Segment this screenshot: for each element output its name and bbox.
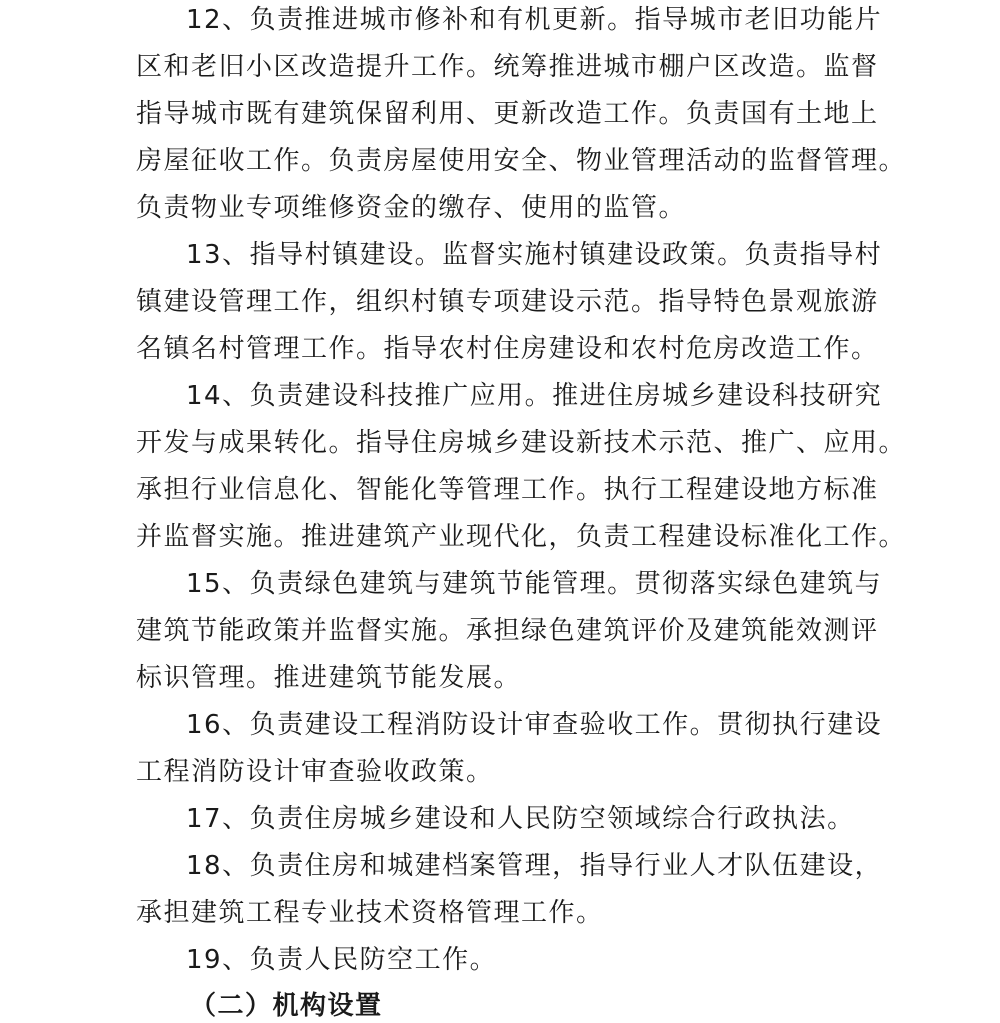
section-heading: （二）机构设置	[190, 991, 383, 1021]
text-line: 17、负责住房城乡建设和人民防空领域综合行政执法。	[186, 804, 855, 834]
text-line: 18、负责住房和城建档案管理，指导行业人才队伍建设，	[186, 851, 883, 881]
text-line: 13、指导村镇建设。监督实施村镇建设政策。负责指导村	[186, 240, 883, 270]
text-line: 14、负责建设科技推广应用。推进住房城乡建设科技研究	[186, 381, 883, 411]
text-line: 区和老旧小区改造提升工作。统筹推进城市棚户区改造。监督	[136, 52, 879, 82]
text-line: 并监督实施。推进建筑产业现代化，负责工程建设标准化工作。	[136, 522, 907, 552]
text-line: 标识管理。推进建筑节能发展。	[136, 663, 522, 693]
text-line: 15、负责绿色建筑与建筑节能管理。贯彻落实绿色建筑与	[186, 569, 883, 599]
text-line: 房屋征收工作。负责房屋使用安全、物业管理活动的监督管理。	[136, 146, 907, 176]
text-line: 建筑节能政策并监督实施。承担绿色建筑评价及建筑能效测评	[136, 616, 879, 646]
text-line: 名镇名村管理工作。指导农村住房建设和农村危房改造工作。	[136, 334, 879, 364]
text-line: 承担建筑工程专业技术资格管理工作。	[136, 898, 604, 928]
text-line: 12、负责推进城市修补和有机更新。指导城市老旧功能片	[186, 5, 883, 35]
text-line: 19、负责人民防空工作。	[186, 945, 498, 975]
text-line: 工程消防设计审查验收政策。	[136, 757, 494, 787]
text-line: 16、负责建设工程消防设计审查验收工作。贯彻执行建设	[186, 710, 883, 740]
text-line: 承担行业信息化、智能化等管理工作。执行工程建设地方标准	[136, 475, 879, 505]
text-line: 负责物业专项维修资金的缴存、使用的监管。	[136, 193, 687, 223]
text-line: 镇建设管理工作，组织村镇专项建设示范。指导特色景观旅游	[136, 287, 879, 317]
text-line: 指导城市既有建筑保留利用、更新改造工作。负责国有土地上	[136, 99, 879, 129]
text-line: 开发与成果转化。指导住房城乡建设新技术示范、推广、应用。	[136, 428, 907, 458]
